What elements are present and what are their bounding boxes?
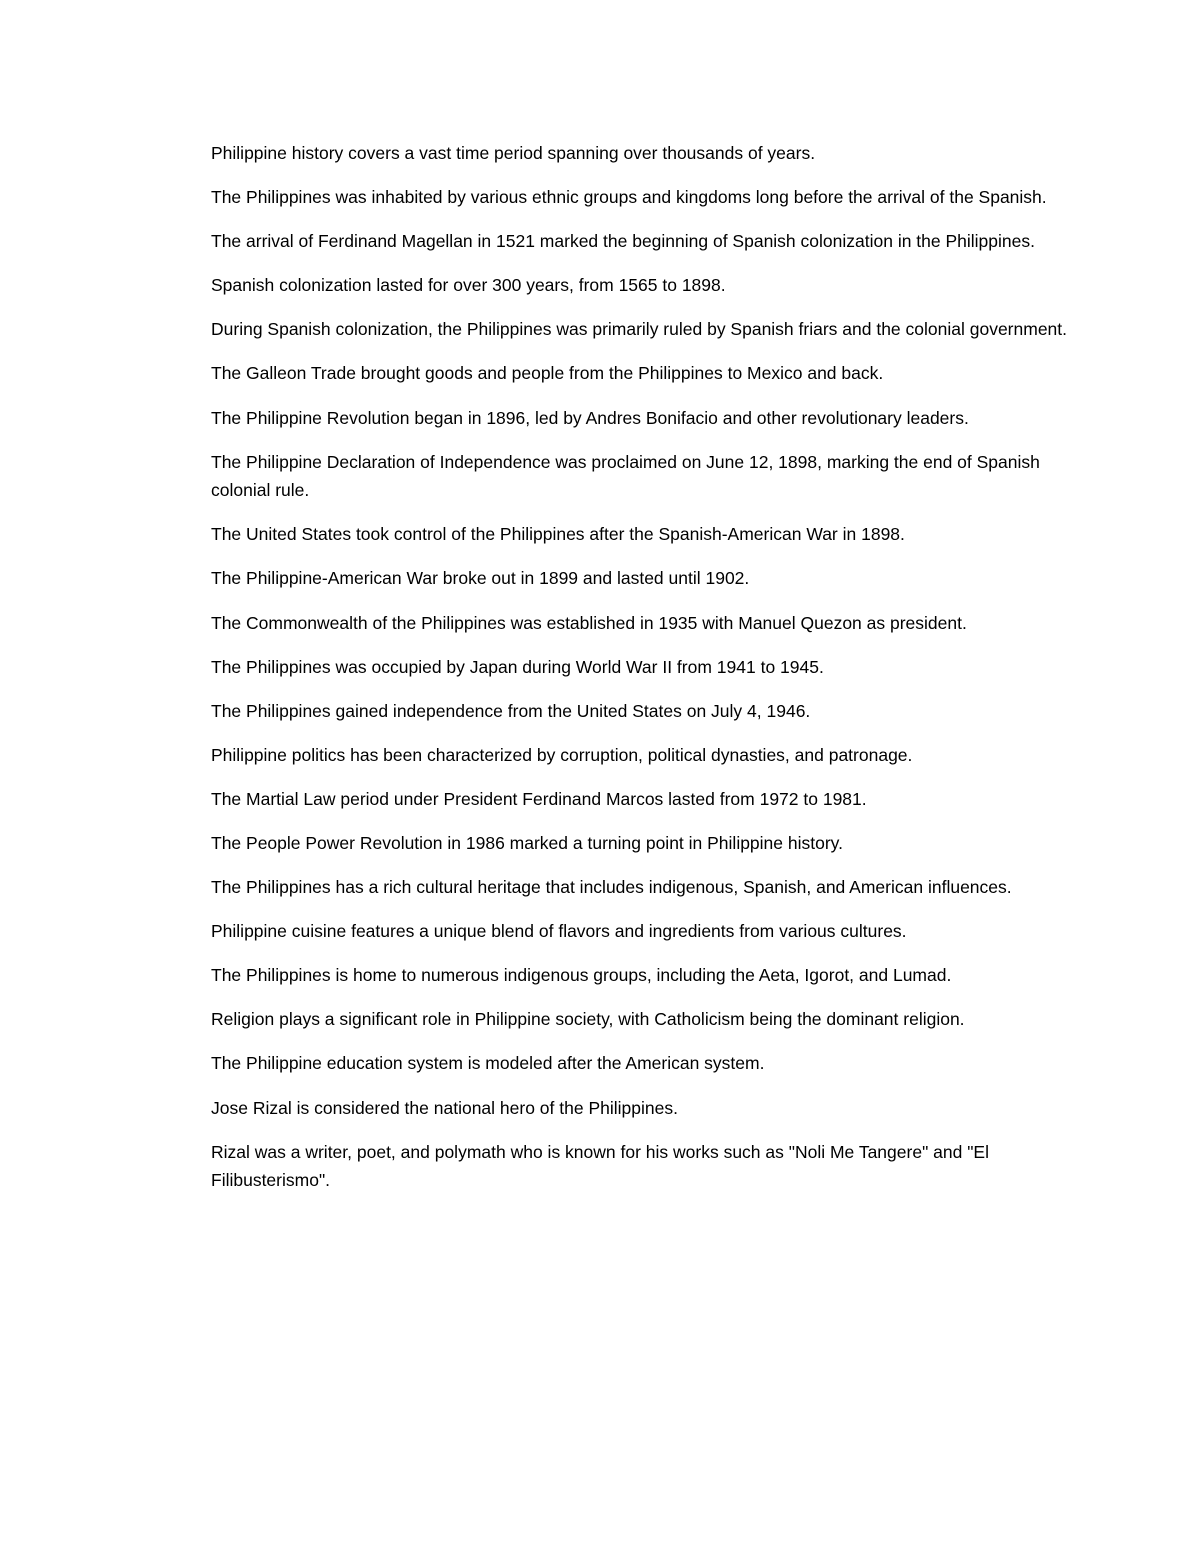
paragraph-23: Rizal was a writer, poet, and polymath who is known for his works such as "Noli Me Tangere" and "El Filibusterismo". (211, 1141, 989, 1191)
paragraph-2: The Philippines was inhabited by various ethnic groups and kingdoms long before the arrival of the Spanish. (211, 187, 1047, 208)
paragraph-7: The Philippine Revolution began in 1896, led by Andres Bonifacio and other revolutionary leaders. (211, 407, 969, 428)
paragraph-9: The United States took control of the Philippines after the Spanish-American War in 1898. (211, 524, 905, 545)
paragraph-13: The Philippines gained independence from the United States on July 4, 1946. (211, 700, 811, 721)
document-body (211, 139, 1071, 1210)
paragraph-21: The Philippine education system is modeled after the American system. (211, 1053, 765, 1074)
paragraph-22: Jose Rizal is considered the national hero of the Philippines. (211, 1097, 678, 1118)
paragraph-12: The Philippines was occupied by Japan during World War II from 1941 to 1945. (211, 656, 824, 677)
paragraph-8: The Philippine Declaration of Independence was proclaimed on June 12, 1898, marking the end of Spanish colonial rule. (211, 451, 1040, 501)
paragraph-15: The Martial Law period under President Ferdinand Marcos lasted from 1972 to 1981. (211, 788, 867, 809)
paragraph-6: The Galleon Trade brought goods and people from the Philippines to Mexico and back. (211, 363, 884, 384)
paragraph-14: Philippine politics has been characterized by corruption, political dynasties, and patronage. (211, 744, 913, 765)
paragraph-1: Philippine history covers a vast time period spanning over thousands of years. (211, 143, 816, 163)
paragraph-18: Philippine cuisine features a unique blend of flavors and ingredients from various cultures. (211, 921, 907, 942)
paragraph-17: The Philippines has a rich cultural heritage that includes indigenous, Spanish, and American influences. (211, 877, 1012, 898)
paragraph-5: During Spanish colonization, the Philippines was primarily ruled by Spanish friars and the colonial government. (211, 319, 1068, 340)
paragraph-10: The Philippine-American War broke out in 1899 and lasted until 1902. (211, 568, 750, 589)
paragraph-4: Spanish colonization lasted for over 300 years, from 1565 to 1898. (211, 275, 726, 296)
paragraph-19: The Philippines is home to numerous indigenous groups, including the Aeta, Igorot, and Lumad. (211, 965, 952, 986)
paragraph-20: Religion plays a significant role in Philippine society, with Catholicism being the dominant religion. (211, 1009, 965, 1030)
paragraph-11: The Commonwealth of the Philippines was established in 1935 with Manuel Quezon as president. (211, 612, 967, 633)
paragraph-3: The arrival of Ferdinand Magellan in 1521 marked the beginning of Spanish colonization in the Philippines. (211, 231, 1035, 252)
paragraph-16: The People Power Revolution in 1986 marked a turning point in Philippine history. (211, 833, 843, 853)
